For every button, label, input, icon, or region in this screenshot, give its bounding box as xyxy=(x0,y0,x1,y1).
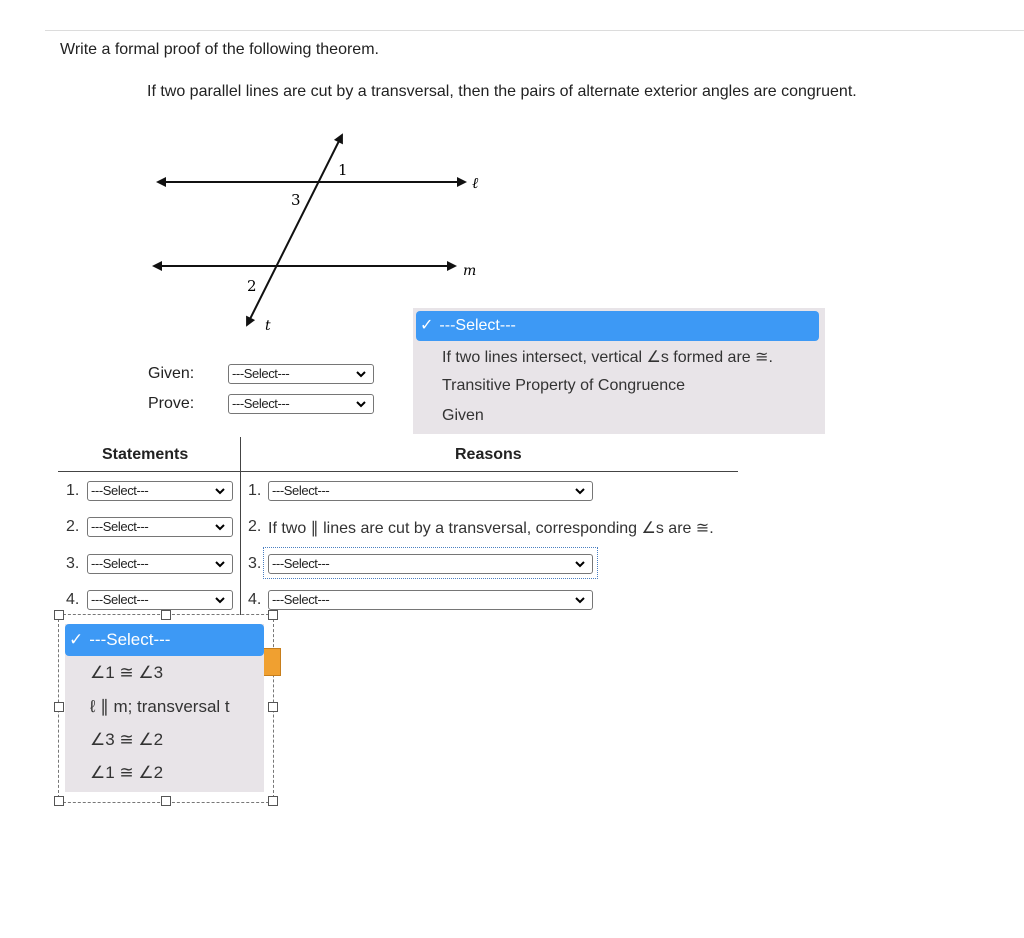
statement-select-3[interactable] xyxy=(87,554,233,574)
resize-handle[interactable] xyxy=(54,610,64,620)
statement-number-3: 3. xyxy=(66,555,80,572)
chevron-down-icon xyxy=(214,558,226,570)
angle-label-1: 1 xyxy=(338,161,348,179)
statement-select-4[interactable] xyxy=(87,590,233,610)
label-l: ℓ xyxy=(472,174,479,192)
resize-handle[interactable] xyxy=(54,702,64,712)
reason-select-4-value: ---Select--- xyxy=(272,592,330,607)
statement-select-2[interactable] xyxy=(87,517,233,537)
orange-tab-handle[interactable] xyxy=(263,648,281,676)
chevron-down-icon xyxy=(355,368,367,380)
resize-handle[interactable] xyxy=(268,702,278,712)
label-t: t xyxy=(265,318,271,334)
reasons-dropdown-menu xyxy=(413,308,825,434)
reason-select-1[interactable] xyxy=(268,481,593,501)
given-select[interactable] xyxy=(228,364,374,384)
given-select-value: ---Select--- xyxy=(232,366,290,381)
reasons-option-given[interactable]: Given xyxy=(442,407,484,424)
statement-select-2-value: ---Select--- xyxy=(91,519,149,534)
statements-option-angle3-angle2[interactable]: ∠3 ≅ ∠2 xyxy=(90,730,164,749)
statements-option-angle1-angle2[interactable]: ∠1 ≅ ∠2 xyxy=(90,763,164,782)
resize-handle[interactable] xyxy=(268,796,278,806)
instruction-text: Write a formal proof of the following theorem. xyxy=(60,41,379,58)
checkmark-icon: ✓ xyxy=(69,630,84,649)
resize-handle[interactable] xyxy=(161,610,171,620)
resize-handle[interactable] xyxy=(161,796,171,806)
chevron-down-icon xyxy=(214,521,226,533)
chevron-down-icon xyxy=(574,558,586,570)
angle-label-2: 2 xyxy=(247,277,257,295)
chevron-down-icon xyxy=(355,398,367,410)
reason-select-4[interactable] xyxy=(268,590,593,610)
reason-number-2: 2. xyxy=(248,518,262,535)
prove-select-value: ---Select--- xyxy=(232,396,290,411)
resize-handle[interactable] xyxy=(54,796,64,806)
statements-dropdown-menu xyxy=(65,624,264,792)
reason-text-2: If two ∥ lines are cut by a transversal, corresponding ∠s are ≅. xyxy=(268,520,714,537)
given-label: Given: xyxy=(148,365,195,382)
statement-number-1: 1. xyxy=(66,482,80,499)
chevron-down-icon xyxy=(214,594,226,606)
chevron-down-icon xyxy=(574,485,586,497)
reason-select-1-value: ---Select--- xyxy=(272,483,330,498)
statements-header: Statements xyxy=(102,446,189,463)
table-column-divider xyxy=(240,437,241,615)
statement-select-1-value: ---Select--- xyxy=(91,483,149,498)
checkmark-icon: ✓ xyxy=(420,317,434,334)
reasons-header: Reasons xyxy=(455,446,522,463)
reasons-option-transitive[interactable]: Transitive Property of Congruence xyxy=(442,377,686,394)
chevron-down-icon xyxy=(214,485,226,497)
reason-number-3: 3. xyxy=(248,555,262,572)
reason-number-1: 1. xyxy=(248,482,262,499)
statement-select-3-value: ---Select--- xyxy=(91,556,149,571)
chevron-down-icon xyxy=(574,594,586,606)
statements-option-angle1-angle3[interactable]: ∠1 ≅ ∠3 xyxy=(90,663,164,682)
statement-number-4: 4. xyxy=(66,591,80,608)
prove-label: Prove: xyxy=(148,395,195,412)
angle-label-3: 3 xyxy=(291,191,301,209)
table-header-divider xyxy=(58,471,738,472)
prove-select[interactable] xyxy=(228,394,374,414)
top-divider xyxy=(45,30,1024,31)
label-m: m xyxy=(463,263,477,279)
statement-select-1[interactable] xyxy=(87,481,233,501)
statement-number-2: 2. xyxy=(66,518,80,535)
reasons-option-vertical-angles[interactable]: If two lines intersect, vertical ∠s formed are ≅. xyxy=(442,349,773,366)
statements-option-select[interactable]: ✓ ---Select--- xyxy=(65,624,264,656)
reason-select-3[interactable] xyxy=(268,554,593,574)
resize-handle[interactable] xyxy=(268,610,278,620)
theorem-text: If two parallel lines are cut by a transversal, then the pairs of alternate exterior angles are congruent. xyxy=(147,83,857,100)
reason-select-3-value: ---Select--- xyxy=(272,556,330,571)
statements-option-parallel-lines[interactable]: ℓ ∥ m; transversal t xyxy=(90,697,230,716)
statement-select-4-value: ---Select--- xyxy=(91,592,149,607)
reasons-option-select[interactable]: ✓ ---Select--- xyxy=(416,311,819,341)
reason-number-4: 4. xyxy=(248,591,262,608)
transversal-t xyxy=(247,135,342,325)
